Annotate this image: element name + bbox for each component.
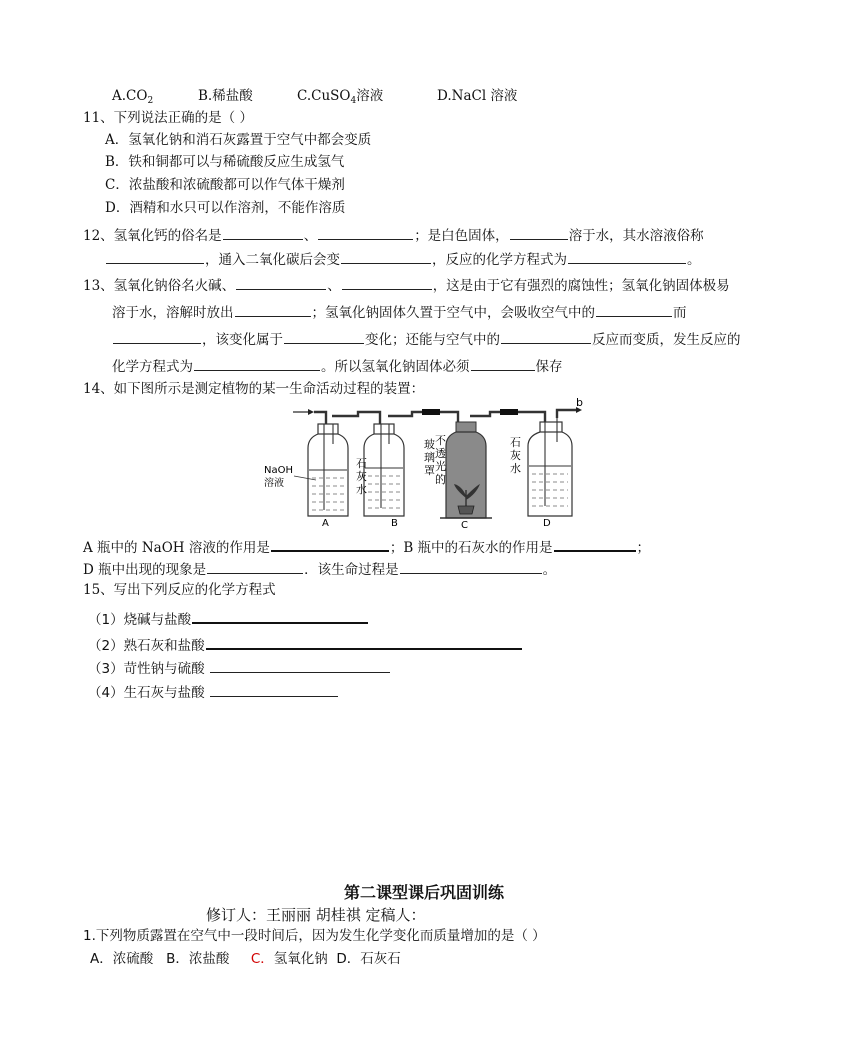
section-title: 第二课型课后巩固训练 xyxy=(344,883,505,902)
q15-blank-4[interactable] xyxy=(210,681,338,697)
q12-blank-solubility[interactable] xyxy=(510,224,568,240)
s2-q1-option-c-letter: C． xyxy=(250,951,274,967)
label-naoh: NaOH xyxy=(264,465,293,476)
q15-blank-2[interactable] xyxy=(206,633,522,650)
q13-blank-absorb[interactable] xyxy=(596,301,672,317)
q12-blank-common-name[interactable] xyxy=(106,248,204,264)
q15-item-1: （1）烧碱与盐酸 xyxy=(88,607,369,630)
label-c2-char-3: 光 xyxy=(435,460,446,473)
label-d-char-3: 水 xyxy=(510,462,521,475)
label-b-char-2: 灰 xyxy=(356,470,367,483)
bell-jar-c xyxy=(440,422,492,518)
bottle-a xyxy=(308,424,348,516)
label-c-char-1: 玻 xyxy=(424,438,435,451)
label-c2-char-4: 的 xyxy=(435,473,446,486)
outlet-label: b xyxy=(576,396,583,409)
label-d-char-1: 石 xyxy=(510,436,521,449)
label-c-char-2: 璃 xyxy=(424,451,435,464)
s2-q1-stem: 1.下列物质露置在空气中一段时间后，因为发生化学变化而质量增加的是（ ） xyxy=(83,928,546,944)
s2-q1-option-c-text: 氢氧化钠 xyxy=(273,951,328,967)
q11-stem: 11、下列说法正确的是（ ） xyxy=(83,110,253,126)
q13-blank-react[interactable] xyxy=(501,328,591,344)
q14-blank-limewater-role[interactable] xyxy=(554,535,636,552)
q12-line-1: 12、氢氧化钙的俗名是 、 ；是白色固体， 溶于水，其水溶液俗称 xyxy=(83,224,704,246)
label-d-char-2: 灰 xyxy=(510,449,521,462)
q15-blank-3[interactable] xyxy=(210,657,390,673)
bottle-b-label: B xyxy=(391,518,398,529)
q11-option-a: A．氢氧化钠和消石灰露置于空气中都会变质 xyxy=(105,132,372,148)
bottle-a-label: A xyxy=(322,518,329,529)
q10-option-a: $A.CO_2$ xyxy=(112,88,154,106)
q14-blank-process[interactable] xyxy=(400,558,542,574)
label-b-char-1: 石 xyxy=(356,457,367,470)
s2-q1-option-a: A．浓硫酸 xyxy=(90,951,154,967)
s2-q1-option-d: D．石灰石 xyxy=(336,951,401,967)
q13-blank-result[interactable] xyxy=(113,328,201,344)
label-naoh-solution: 溶液 xyxy=(264,478,284,489)
q10-option-c: C.CuSO$_4$溶液 xyxy=(297,88,384,106)
q13-blank-storage[interactable] xyxy=(471,355,535,371)
label-b-char-3: 水 xyxy=(356,483,367,496)
q12-blank-name-1[interactable] xyxy=(223,224,303,240)
q15-item-2: （2）熟石灰和盐酸 xyxy=(88,633,523,656)
label-c-char-3: 罩 xyxy=(424,464,435,477)
label-c2-char-2: 透 xyxy=(435,447,446,460)
q12-line-2: ，通入二氧化碳后会变 ，反应的化学方程式为 。 xyxy=(105,248,701,270)
q13-line-3: ，该变化属于 变化；还能与空气中的 反应而变质，发生反应的 xyxy=(112,328,741,350)
q12-blank-equation[interactable] xyxy=(568,248,686,264)
q14-stem: 14、如下图所示是测定植物的某一生命活动过程的装置： xyxy=(83,381,425,397)
q11-option-d: D．酒精和水只可以作溶剂，不能作溶质 xyxy=(105,200,346,216)
q13-line-4: 化学方程式为 。所以氢氧化钠固体必须 保存 xyxy=(112,355,563,377)
bottle-c-label: C xyxy=(461,520,468,531)
bottle-d-label: D xyxy=(543,518,551,529)
q15-item-4: （4）生石灰与盐酸 xyxy=(88,681,339,703)
bottle-d xyxy=(528,418,572,516)
q14-line-2: D 瓶中出现的现象是 ．该生命过程是 。 xyxy=(83,558,556,580)
q15-stem: 15、写出下列反应的化学方程式 xyxy=(83,582,276,598)
apparatus-diagram xyxy=(260,394,620,534)
s2-q1-option-b: B．浓盐酸 xyxy=(166,951,230,967)
q13-blank-equation[interactable] xyxy=(194,355,320,371)
q11-option-b: B．铁和铜都可以与稀硫酸反应生成氢气 xyxy=(105,154,345,170)
q11-option-c: C．浓盐酸和浓硫酸都可以作气体干燥剂 xyxy=(105,177,345,193)
bottle-b xyxy=(364,424,404,516)
q14-blank-phenomenon[interactable] xyxy=(207,558,303,574)
q12-blank-change[interactable] xyxy=(341,248,431,264)
q13-blank-name-1[interactable] xyxy=(236,274,326,290)
q13-blank-name-2[interactable] xyxy=(342,274,432,290)
q10-option-b: B.稀盐酸 xyxy=(198,88,253,104)
q14-blank-naoh-role[interactable] xyxy=(271,535,389,552)
q14-line-1: A 瓶中的 NaOH 溶液的作用是 ；B 瓶中的石灰水的作用是 ； xyxy=(83,535,650,558)
q15-item-3: （3）苛性钠与硫酸 xyxy=(88,657,391,679)
label-c2-char-1: 不 xyxy=(435,434,446,447)
q15-blank-1[interactable] xyxy=(192,607,368,624)
q13-blank-change-type[interactable] xyxy=(284,328,364,344)
s2-q1-options xyxy=(90,949,401,969)
q13-blank-heat[interactable] xyxy=(235,301,311,317)
q12-blank-name-2[interactable] xyxy=(318,224,413,240)
q13-line-2: 溶于水，溶解时放出 ；氢氧化钠固体久置于空气中，会吸收空气中的 而 xyxy=(112,301,687,323)
q13-line-1: 13、氢氧化钠俗名火碱、 、 ，这是由于它有强烈的腐蚀性；氢氧化钠固体极易 xyxy=(83,274,730,296)
section-reviser: 修订人：王丽丽 胡桂祺 定稿人： xyxy=(206,906,426,924)
q10-option-d: D.NaCl 溶液 xyxy=(437,88,518,104)
